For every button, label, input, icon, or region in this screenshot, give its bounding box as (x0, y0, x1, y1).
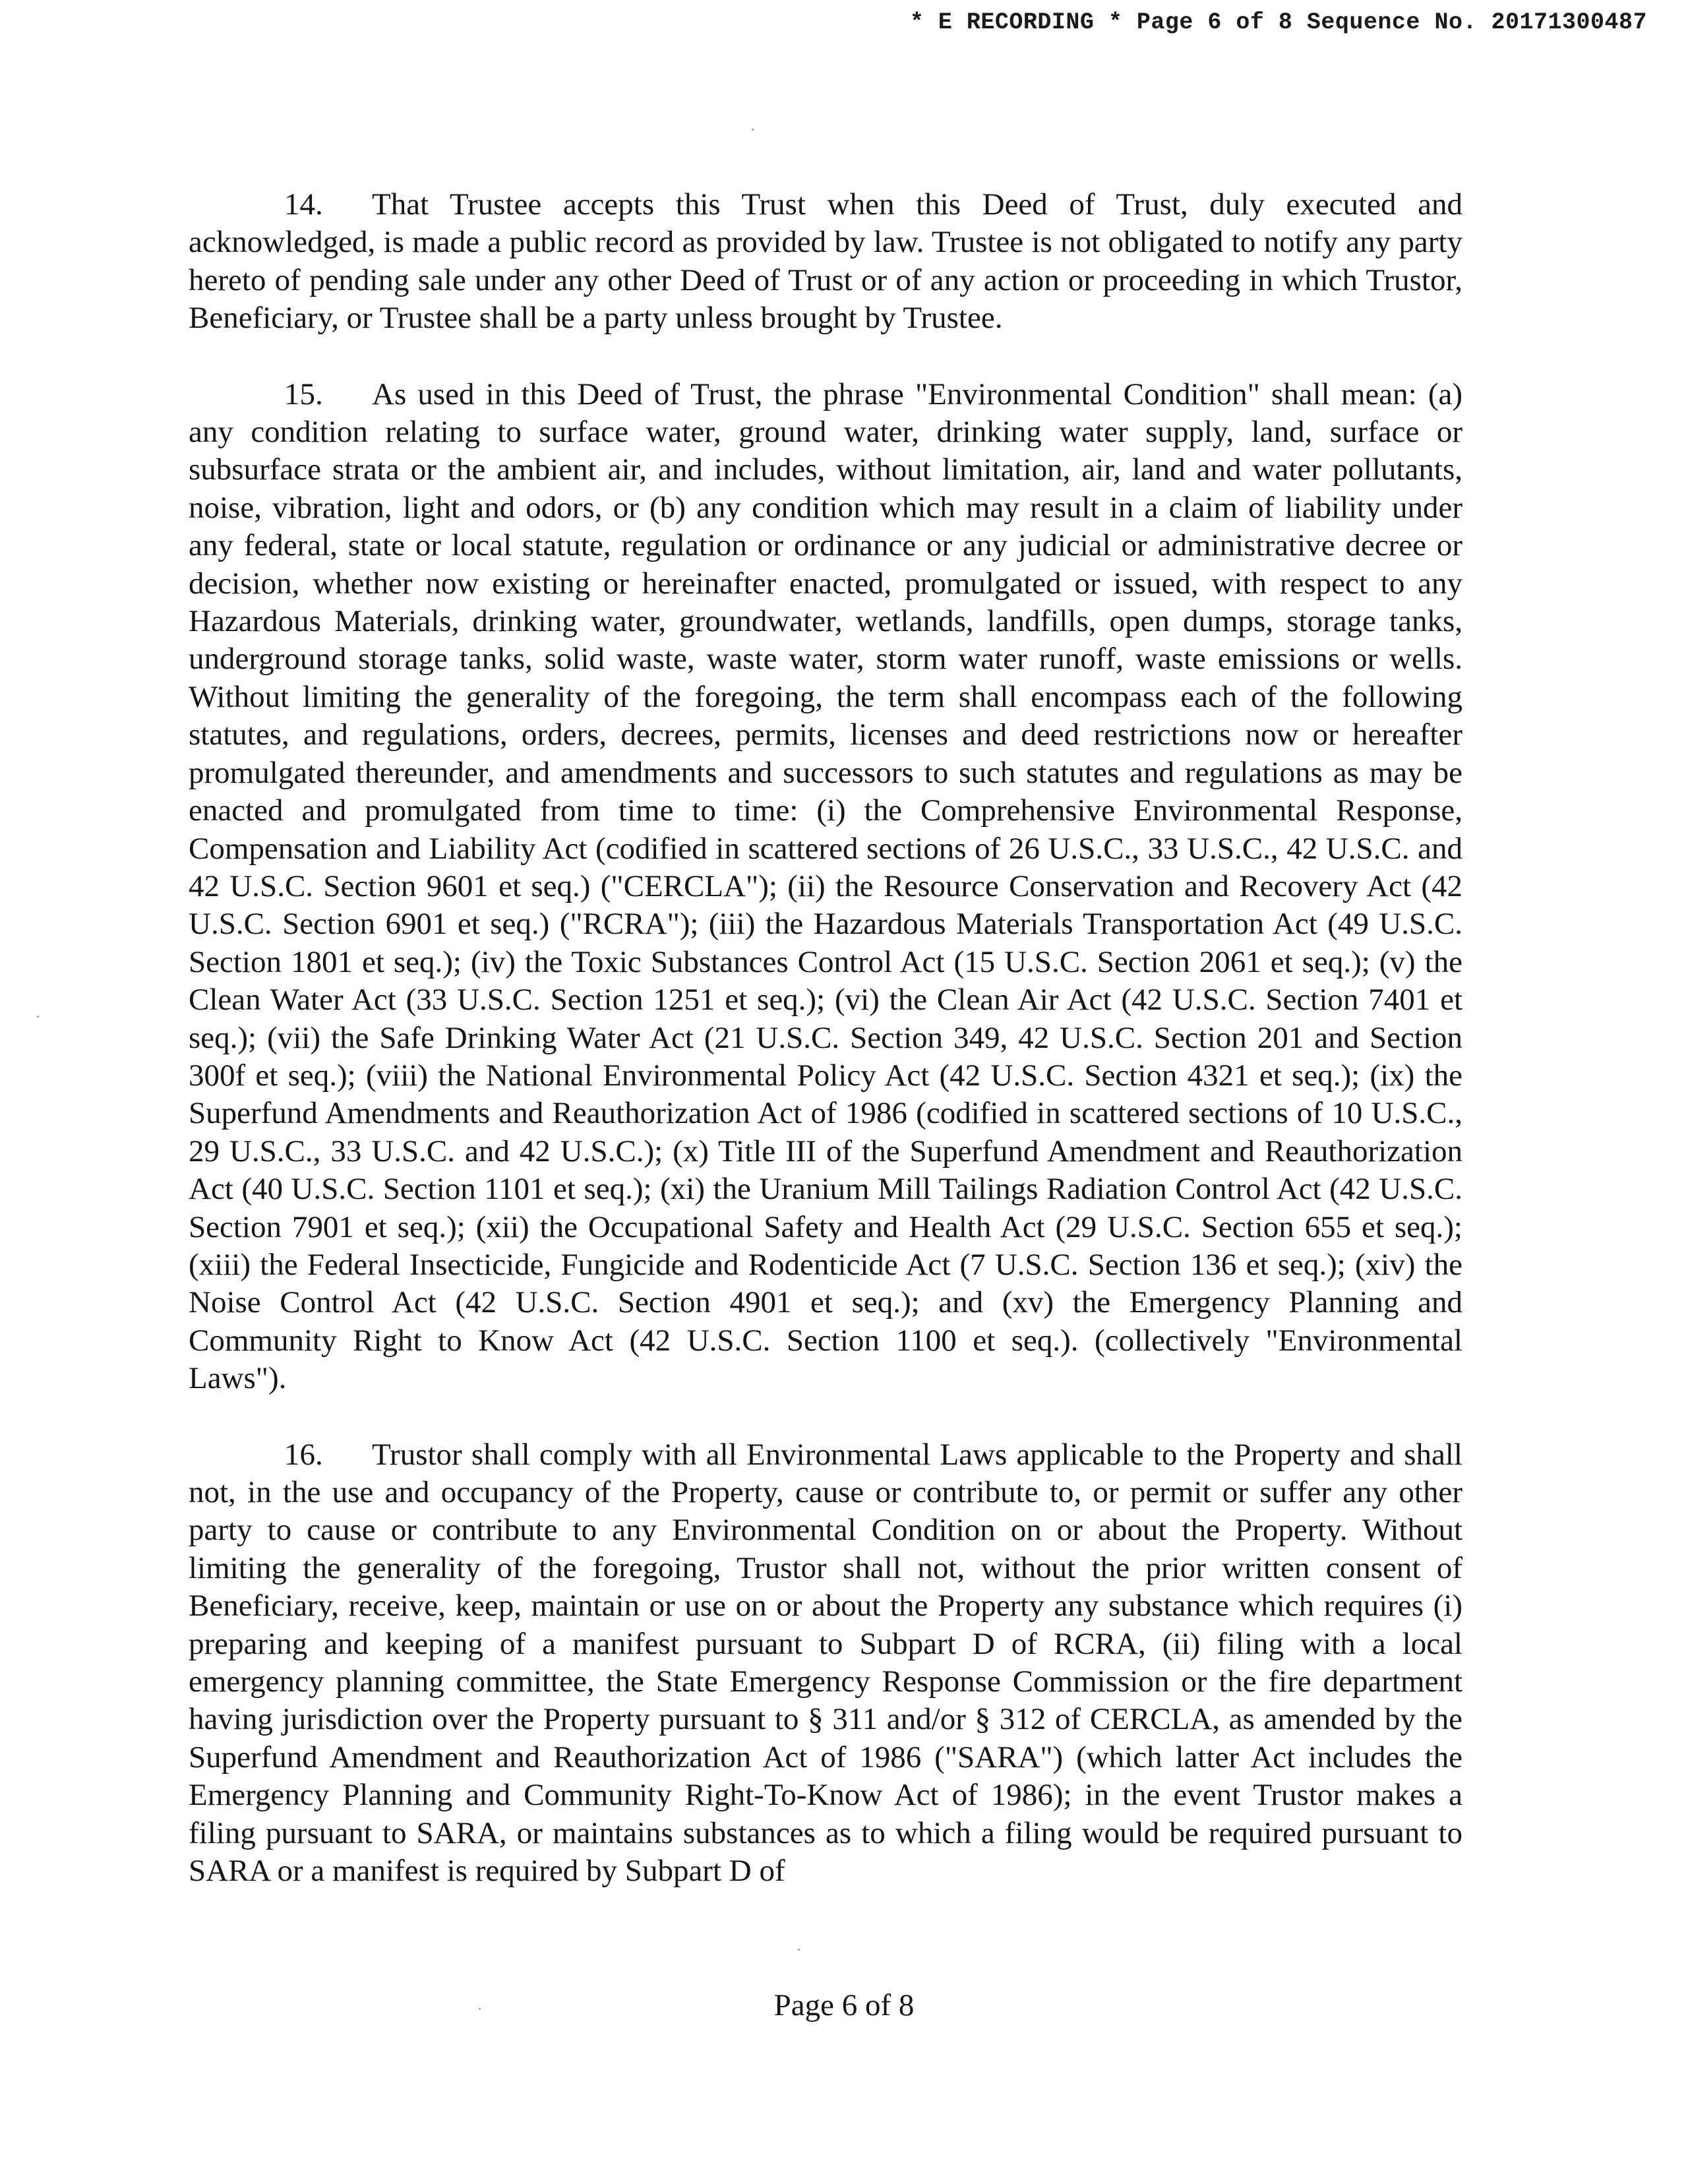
paragraph-15 (189, 376, 1462, 1398)
scan-speck (479, 2008, 481, 2010)
paragraph-16 (189, 1436, 1462, 1891)
scan-speck (752, 129, 754, 131)
recording-header-stamp: * E RECORDING * Page 6 of 8 Sequence No. 20171300487 (909, 9, 1647, 36)
paragraph-14 (189, 186, 1462, 338)
document-body (189, 186, 1462, 1928)
paragraph-text: That Trustee accepts this Trust when this Deed of Trust, duly executed and acknowledged, is made a public record as provided by law. Trustee is not obligated to notify any party hereto of pending sale under any other Deed of Trust or of any action or proceeding in which Trustor, Beneficiary, or Trustee shall be a party unless brought by Trustee. (189, 187, 1462, 336)
paragraph-text: As used in this Deed of Trust, the phrase "Environmental Condition" shall mean: (a) any condition relating to surface water, ground water, drinking water supply, land, surface or subsurface strata or the ambient air, and includes, without limitation, air, land and water pollutants, noise, vibration, light and odors, or (b) any condition which may result in a claim of liability under any federal, state or local statute, regulation or ordinance or any judicial or administrative decree or decision, whether now existing or hereinafter enacted, promulgated or issued, with respect to any Hazardous Materials, drinking water, groundwater, wetlands, landfills, open dumps, storage tanks, underground storage tanks, solid waste, waste water, storm water runoff, waste emissions or wells. Without limiting the generality of the foregoing, the term shall encompass each of the following statutes, and regulations, orders, decrees, permits, licenses and deed restrictions now or hereafter promulgated thereunder, and amendments and successors to such statutes and regulations as may be enacted and promulgated from time to time: (i) the Comprehensive Environmental Response, Compensation and Liability Act (codified in scattered sections of 26 U.S.C., 33 U.S.C., 42 U.S.C. and 42 U.S.C. Section 9601 et seq.) ("CERCLA"); (ii) the Resource Conservation and Recovery Act (42 U.S.C. Section 6901 et seq.) ("RCRA"); (iii) the Hazardous Materials Transportation Act (49 U.S.C. Section 1801 et seq.); (iv) the Toxic Substances Control Act (15 U.S.C. Section 2061 et seq.); (v) the Clean Water Act (33 U.S.C. Section 1251 et seq.); (vi) the Clean Air Act (42 U.S.C. Section 7401 et seq.); (vii) the Safe Drinking Water Act (21 U.S.C. Section 349, 42 U.S.C. Section 201 and Section 300f et seq.); (viii) the National Environmental Policy Act (42 U.S.C. Section 4321 et seq.); (ix) the Superfund Amendments and Reauthorization Act of 1986 (codified in scattered sections of 10 U.S.C., 29 U.S.C., 33 U.S.C. and 42 U.S.C.); (x) Title III of the Superfund Amendment and Reauthorization Act (40 U.S.C. Section 1101 et seq.); (xi) the Uranium Mill Tailings Radiation Control Act (42 U.S.C. Section 7901 et seq.); (xii) the Occupational Safety and Health Act (29 U.S.C. Section 655 et seq.); (xiii) the Federal Insecticide, Fungicide and Rodenticide Act (7 U.S.C. Section 136 et seq.); (xiv) the Noise Control Act (42 U.S.C. Section 4901 et seq.); and (xv) the Emergency Planning and Community Right to Know Act (42 U.S.C. Section 1100 et seq.). (collectively "Environmental Laws"). (189, 377, 1462, 1396)
page-number-footer: Page 6 of 8 (773, 1988, 915, 2022)
paragraph-number: 16. (284, 1437, 323, 1472)
paragraph-text: Trustor shall comply with all Environmental Laws applicable to the Property and shall not, in the use and occupancy of the Property, cause or contribute to, or permit or suffer any other party to cause or contribute to any Environmental Condition on or about the Property. Without limiting the generality of the foregoing, Trustor shall not, without the prior written consent of Beneficiary, receive, keep, maintain or use on or about the Property any substance which requires (i) preparing and keeping of a manifest pursuant to Subpart D of RCRA, (ii) filing with a local emergency planning committee, the State Emergency Response Commission or the fire department having jurisdiction over the Property pursuant to § 311 and/or § 312 of CERCLA, as amended by the Superfund Amendment and Reauthorization Act of 1986 ("SARA") (which latter Act includes the Emergency Planning and Community Right-To-Know Act of 1986); in the event Trustor makes a filing pursuant to SARA, or maintains substances as to which a filing would be required pursuant to SARA or a manifest is required by Subpart D of (189, 1437, 1462, 1889)
scan-speck (37, 1016, 39, 1017)
paragraph-number: 14. (284, 187, 323, 222)
paragraph-number: 15. (284, 377, 323, 411)
scan-speck (798, 1949, 800, 1951)
